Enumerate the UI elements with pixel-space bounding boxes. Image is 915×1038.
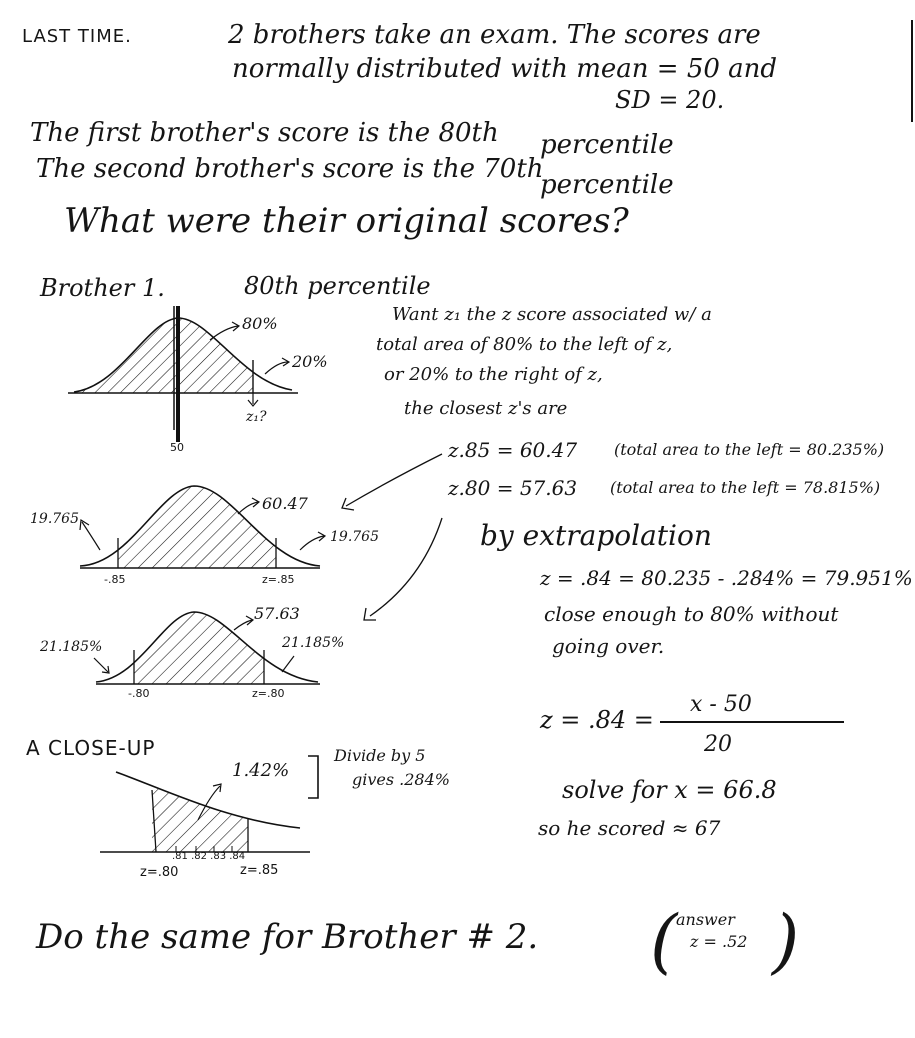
last-time-label: LAST TIME. — [22, 26, 132, 47]
footer-paren-open: ( — [650, 900, 678, 982]
fig3-right-tail: 21.185% — [282, 635, 345, 651]
problem-second: The second brother's score is the 70th — [36, 154, 544, 184]
header-line-3: SD = 20. — [615, 86, 725, 114]
closeup-ticks: .81 .82 .83 .84 — [172, 851, 246, 862]
z80-note: (total area to the left = 78.815%) — [610, 478, 881, 497]
fig3-right-z: z=.80 — [252, 687, 285, 700]
fig1-label-50: 50 — [170, 441, 184, 454]
header-line-2: normally distributed with mean = 50 and — [232, 54, 778, 84]
footer-answer-line-2: z = .52 — [690, 932, 748, 951]
formula-numerator: x - 50 — [690, 692, 752, 717]
fig1-label-z1: z₁? — [246, 409, 267, 425]
footer-instruction: Do the same for Brother # 2. — [36, 917, 539, 957]
header-line-1: 2 brothers take an exam. The scores are — [228, 20, 761, 50]
closeup-bracket — [304, 754, 324, 800]
problem-second-tail: percentile — [540, 170, 674, 200]
fig2-right-z: z=.85 — [262, 573, 295, 586]
closeup-right-z: z=.85 — [240, 863, 279, 878]
explain-line-4: the closest z's are — [404, 398, 568, 419]
brother1-heading-sub: 80th percentile — [244, 272, 431, 300]
closeup-left-z: z=.80 — [140, 865, 179, 880]
explain-line-1: Want z₁ the z score associated w/ a — [392, 304, 712, 325]
fig2-left-tail: 19.765 — [30, 511, 79, 527]
problem-first: The first brother's score is the 80th — [30, 118, 499, 148]
explain-line-2: total area of 80% to the left of z, — [376, 334, 673, 355]
formula-denominator: 20 — [704, 732, 732, 757]
extrapolation-line-3: going over. — [552, 634, 665, 658]
closeup-note-line-1: Divide by 5 — [334, 746, 426, 765]
closeup-heading: A CLOSE-UP — [26, 736, 156, 760]
footer-answer-line-1: answer — [676, 910, 735, 929]
z80-value: z.80 = 57.63 — [448, 476, 578, 500]
fig2-center-value: 60.47 — [262, 494, 308, 513]
footer-paren-close: ) — [772, 900, 800, 982]
brother1-heading: Brother 1. — [40, 274, 165, 302]
extrapolation-line-2: close enough to 80% without — [544, 602, 839, 626]
extrapolation-title: by extrapolation — [480, 519, 712, 552]
fig3-left-z: -.80 — [128, 687, 150, 700]
z85-value: z.85 = 60.47 — [448, 438, 578, 462]
explain-line-3: or 20% to the right of z, — [384, 364, 603, 385]
formula-result: so he scored ≈ 67 — [538, 816, 721, 840]
formula-lhs: z = .84 = — [540, 706, 654, 734]
fig1-label-20: 20% — [292, 352, 328, 371]
fig2-right-tail: 19.765 — [330, 529, 379, 545]
extrapolation-line-1: z = .84 = 80.235 - .284% = 79.951% — [540, 566, 913, 590]
closeup-label: 1.42% — [232, 760, 290, 781]
z85-note: (total area to the left = 80.235%) — [614, 440, 885, 459]
figure-3-normal-curve — [88, 606, 338, 696]
fig1-label-80: 80% — [242, 314, 278, 333]
problem-first-tail: percentile — [540, 130, 674, 160]
page-edge-mark — [911, 20, 913, 122]
fig3-left-tail: 21.185% — [40, 639, 103, 655]
formula-solve: solve for x = 66.8 — [562, 776, 777, 804]
fraction-bar — [660, 721, 844, 723]
problem-question: What were their original scores? — [64, 201, 629, 241]
fig3-center-value: 57.63 — [254, 604, 300, 623]
fig2-left-z: -.85 — [104, 573, 126, 586]
closeup-note-line-2: gives .284% — [352, 770, 450, 789]
